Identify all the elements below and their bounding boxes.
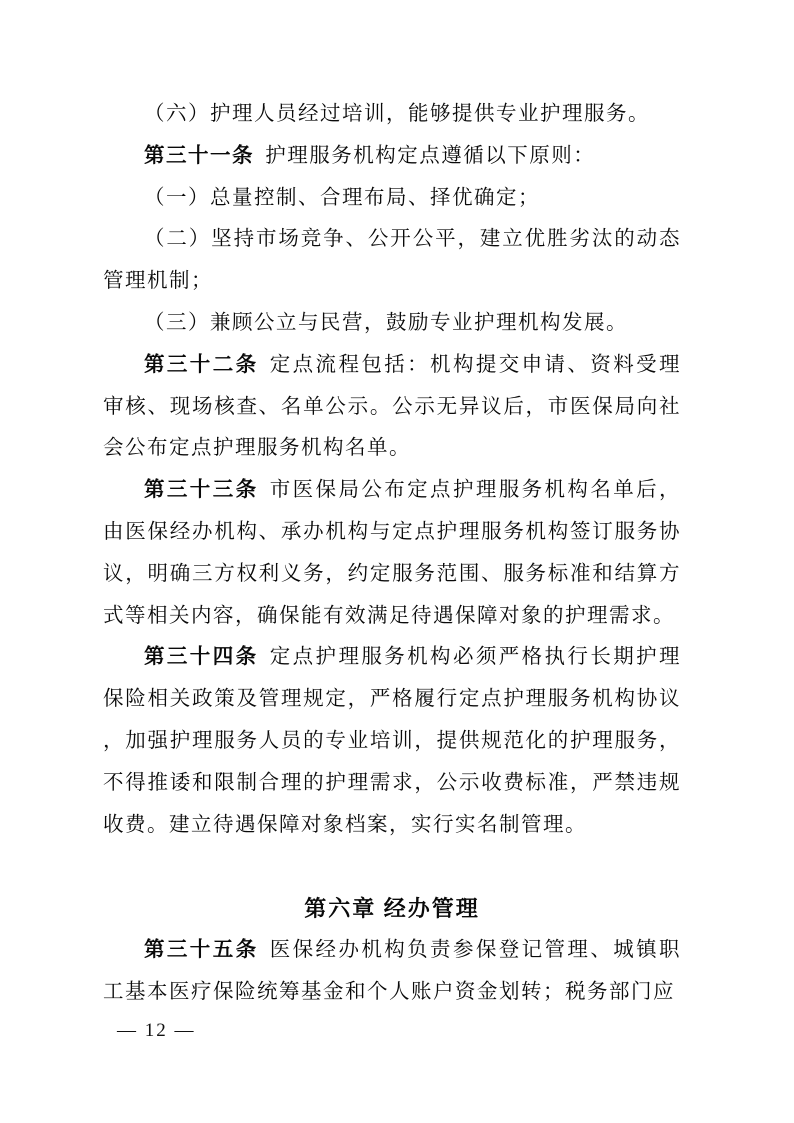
body-paragraph [103, 219, 681, 303]
article-number: 第三十二条 [144, 353, 259, 376]
document-body [103, 94, 681, 1014]
body-paragraph [103, 637, 681, 846]
body-paragraph [103, 345, 681, 470]
paragraph-text: （二）坚持市场竞争、公开公平，建立优胜劣汰的动态管理机制； [103, 228, 681, 293]
paragraph-text: 医保经办机构负责参保登记管理、城镇职工基本医疗保险统筹基金和个人账户资金划转；税务部门应 [103, 938, 682, 1003]
body-paragraph [103, 178, 681, 220]
article-number: 第三十三条 [144, 479, 259, 502]
paragraph-text: 定点护理服务机构必须严格执行长期护理保险相关政策及管理规定，严格履行定点护理服务机构协议，加强护理服务人员的专业培训，提供规范化的护理服务，不得推诿和限制合理的护理需求，公示收费标准，严禁违规收费。建立待遇保障对象档案，实行实名制管理。 [103, 646, 682, 836]
chapter-heading: 第六章 经办管理 [304, 896, 480, 922]
paragraph-text: 护理服务机构定点遵循以下原则： [265, 144, 596, 167]
paragraph-text: 市医保局公布定点护理服务机构名单后，由医保经办机构、承办机构与定点护理服务机构签订服务协议，明确三方权利义务，约定服务范围、服务标准和结算方式等相关内容，确保能有效满足待遇保障对象的护理需求。 [103, 479, 682, 627]
article-number: 第三十五条 [144, 938, 259, 961]
paragraph-text: （三）兼顾公立与民营，鼓励专业护理机构发展。 [144, 311, 628, 334]
body-paragraph [103, 930, 681, 1014]
blank-line-spacer [103, 846, 681, 888]
body-paragraph [103, 303, 681, 345]
paragraph-text: （六）护理人员经过培训，能够提供专业护理服务。 [144, 103, 650, 125]
paragraph-text: 定点流程包括：机构提交申请、资料受理审核、现场核查、名单公示。公示无异议后，市医保局向社会公布定点护理服务机构名单。 [103, 353, 682, 460]
article-number: 第三十四条 [144, 646, 259, 669]
article-number: 第三十一条 [144, 144, 254, 167]
paragraph-text: （一）总量控制、合理布局、择优确定； [144, 186, 540, 209]
page-number: — 12 — [117, 1020, 196, 1041]
body-paragraph [103, 94, 681, 136]
body-paragraph [103, 470, 681, 637]
body-paragraph [103, 136, 681, 178]
